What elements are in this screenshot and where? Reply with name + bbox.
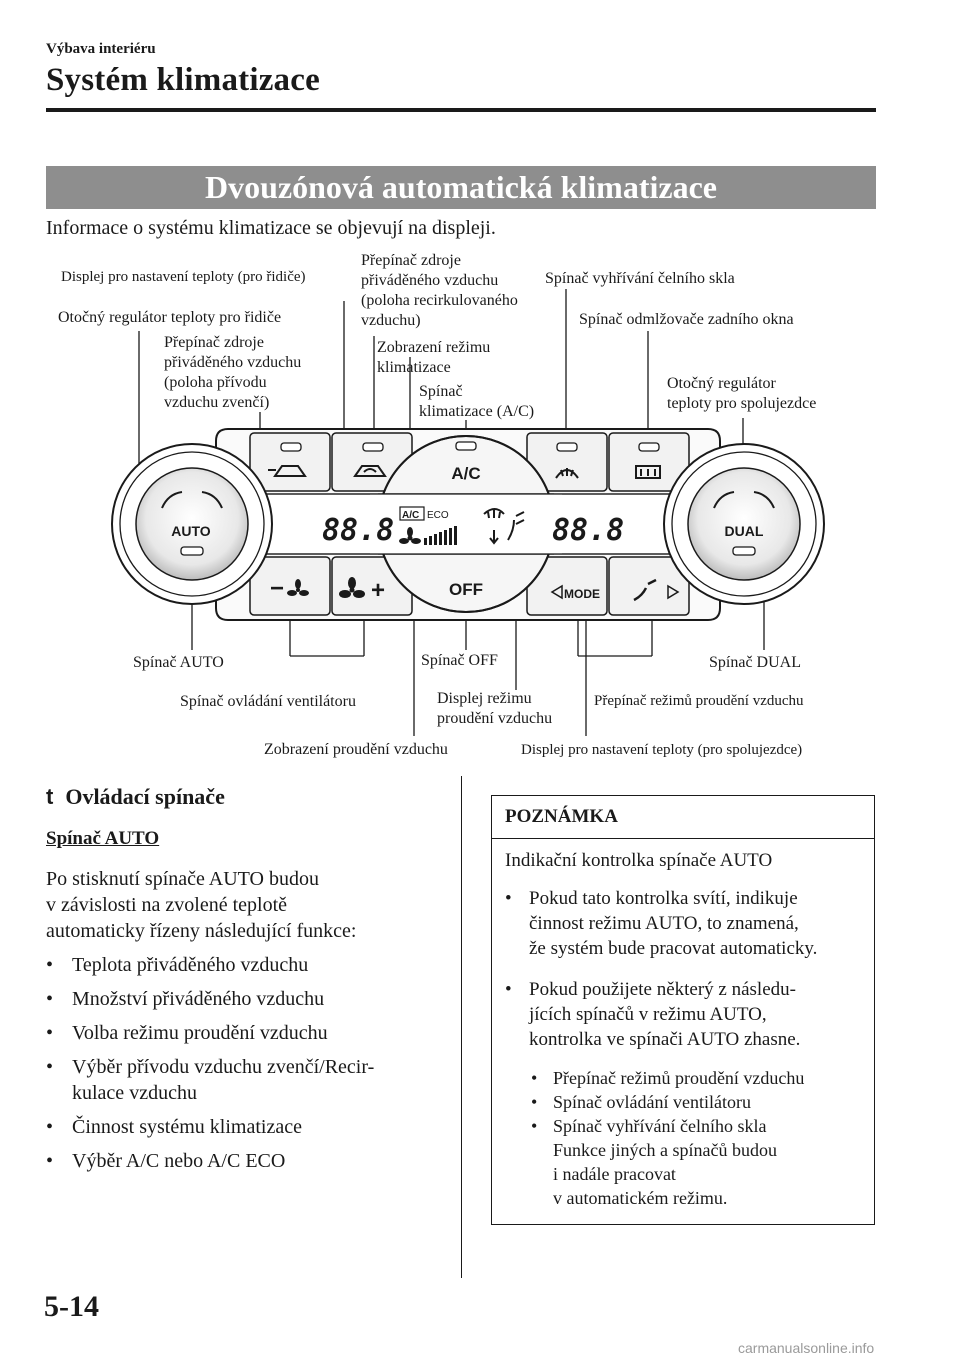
label-auto-switch: Spínač AUTO (133, 654, 224, 671)
note-sub-2: Spínač ovládání ventilátoru (553, 1092, 751, 1112)
controls-heading (46, 784, 225, 810)
passenger-temp-readout: 88.8 (552, 513, 625, 548)
label-off-switch: Spínač OFF (421, 652, 498, 669)
label-recirc-4: vzduchu) (361, 312, 421, 329)
column-divider (461, 776, 462, 1278)
note-bullet-2a: Pokud použijete některý z následu- (529, 979, 796, 1000)
note-bullet-1b: činnost režimu AUTO, to znamená, (529, 913, 799, 934)
eco-indicator: ECO (427, 510, 449, 521)
page-title: Systém klimatizace (46, 62, 320, 98)
section-label: Výbava interiéru (46, 41, 156, 57)
label-fresh-air-3: (poloha přívodu (164, 374, 267, 391)
mode-label: MODE (564, 587, 600, 601)
ac-button-label: A/C (451, 464, 481, 483)
label-airflow-display: Zobrazení proudění vzduchu (264, 741, 448, 758)
label-ac-switch-1: Spínač (419, 383, 463, 400)
note-sub-1: Přepínač režimů proudění vzduchu (553, 1068, 805, 1088)
note-intro: Indikační kontrolka spínače AUTO (505, 850, 773, 871)
note-bullet-1c: že systém bude pracovat automaticky. (529, 938, 818, 959)
note-sub-dot: • (531, 1116, 538, 1136)
note-bullet-2b: jících spínačů v režimu AUTO, (529, 1004, 767, 1025)
label-mode-selector: Přepínač režimů proudění vzduchu (594, 693, 804, 709)
ac-indicator: A/C (402, 510, 420, 521)
auto-knob-label: AUTO (171, 523, 211, 539)
note-bullet-1a: Pokud tato kontrolka svítí, indikuje (529, 888, 798, 909)
label-fresh-air-1: Přepínač zdroje (164, 334, 264, 351)
label-mode-display-2: klimatizace (377, 359, 451, 376)
auto-subheading: Spínač AUTO (46, 828, 160, 849)
intro-text: Informace o systému klimatizace se objevují na displeji. (46, 217, 496, 239)
note-rule (492, 838, 874, 839)
fan-down-button (250, 557, 330, 615)
note-title: POZNÁMKA (505, 806, 618, 827)
label-fan-switch: Spínač ovládání ventilátoru (180, 693, 356, 710)
label-recirc-3: (poloha recirkulovaného (361, 292, 518, 309)
label-fresh-air-2: přiváděného vzduchu (164, 354, 302, 371)
label-fresh-air-4: vzduchu zvenčí) (164, 394, 270, 411)
note-sub-dot: • (531, 1068, 538, 1088)
section-banner: Dvouzónová automatická klimatizace (46, 166, 876, 209)
auto-para-3: automaticky řízeny následující funkce: (46, 920, 357, 942)
note-sub-dot: • (531, 1092, 538, 1112)
heading-text: Ovládací spínače (65, 784, 225, 809)
label-ac-switch-2: klimatizace (A/C) (419, 403, 535, 420)
label-driver-temp-display: Displej pro nastavení teploty (pro řidiče) (61, 269, 306, 285)
label-mode-display-b1: Displej režimu (437, 690, 532, 707)
note-bullet-dot: • (505, 979, 512, 1000)
dual-knob-label: DUAL (724, 523, 764, 539)
driver-temp-readout: 88.8 (322, 513, 395, 548)
footer-url[interactable]: carmanualsonline.info (738, 1340, 875, 1356)
label-windshield-defrost: Spínač vyhřívání čelního skla (545, 270, 735, 287)
label-rear-defog: Spínač odmlžovače zadního okna (579, 311, 794, 328)
heading-bullet: t (46, 784, 54, 809)
label-passenger-dial-1: Otočný regulátor (667, 375, 776, 392)
label-recirc-2: přiváděného vzduchu (361, 272, 499, 289)
auto-para-2: v závislosti na zvolené teplotě (46, 894, 288, 916)
label-mode-display-b2: proudění vzduchu (437, 710, 553, 727)
label-dual-switch: Spínač DUAL (709, 654, 801, 671)
note-bullet-2c: kontrolka ve spínači AUTO zhasne. (529, 1029, 801, 1050)
label-passenger-temp-display: Displej pro nastavení teploty (pro spolujezdce) (521, 742, 803, 758)
fan-minus: − (270, 575, 285, 602)
note-trailing-1: Funkce jiných a spínačů budou (553, 1140, 777, 1160)
fan-plus: + (371, 577, 386, 604)
note-sub-3: Spínač vyhřívání čelního skla (553, 1116, 767, 1136)
note-trailing-2: i nadále pracovat (553, 1164, 676, 1184)
label-recirc-1: Přepínač zdroje (361, 252, 461, 269)
off-button-label: OFF (449, 580, 483, 599)
note-trailing-3: v automatickém režimu. (553, 1188, 728, 1208)
label-passenger-dial-2: teploty pro spolujezdce (667, 395, 817, 412)
page-number: 5-14 (44, 1290, 99, 1323)
note-bullet-dot: • (505, 888, 512, 909)
label-driver-temp-dial: Otočný regulátor teploty pro řidiče (58, 309, 282, 326)
label-mode-display-1: Zobrazení režimu (377, 339, 491, 356)
fresh-air-button (250, 433, 330, 491)
auto-para-1: Po stisknutí spínače AUTO budou (46, 868, 319, 890)
